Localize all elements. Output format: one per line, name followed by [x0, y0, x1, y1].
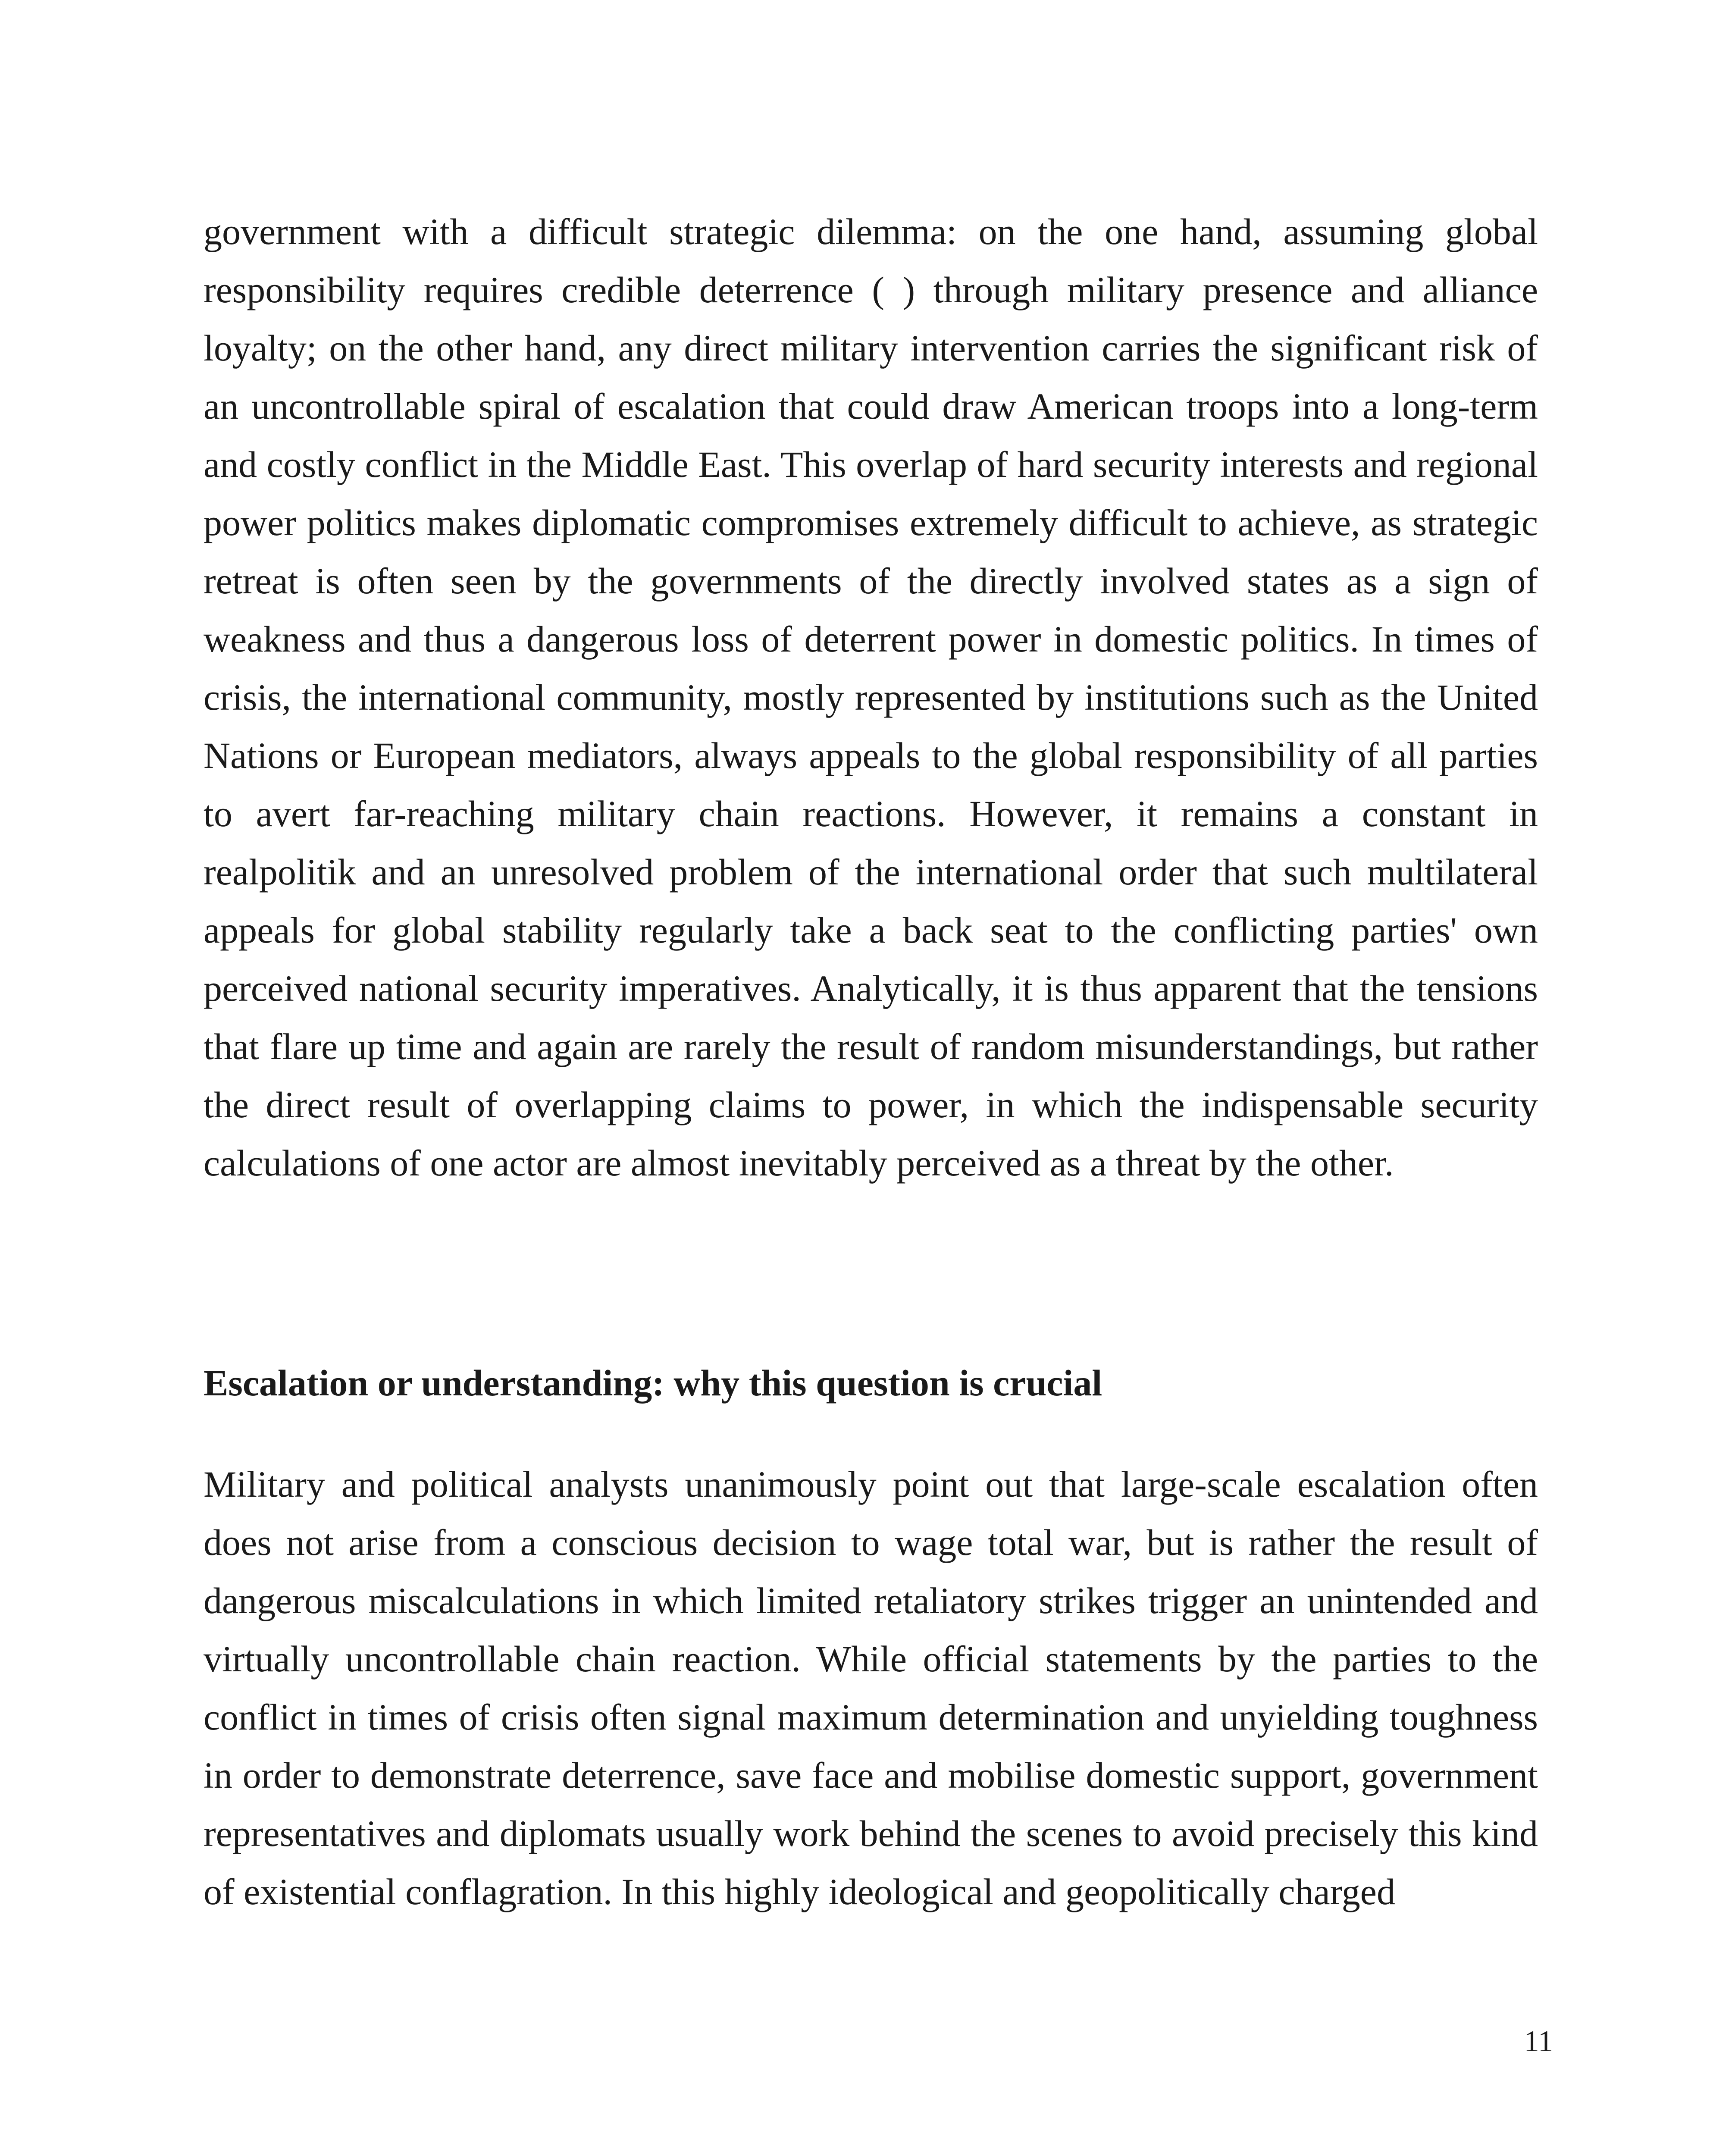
section-heading: Escalation or understanding: why this question is crucial: [204, 1362, 1102, 1404]
body-paragraph: Military and political analysts unanimously point out that large-scale escalation often does not arise from a conscious decision to wage total war, but is rather the result of dangerous miscalculations in which limited retaliatory strikes trigger an unintended and virtually uncontrollable chain reaction. While official statements by the parties to the conflict in times of crisis often signal maximum determination and unyielding toughness in order to demonstrate deterrence, save face and mobilise domestic support, government representatives and diplomats usually work behind the scenes to avoid precisely this kind of existential conflagration. In this highly ideological and geopolitically charged: [204, 1463, 1538, 1912]
page-number: 11: [1524, 2025, 1553, 2058]
body-paragraph: government with a difficult strategic dilemma: on the one hand, assuming global responsibility requires credible deterrence ( ) through military presence and alliance loyalty; on the other hand, any direct military intervention carries the significant risk of an uncontrollable spiral of escalation that could draw American troops into a long-term and costly conflict in the Middle East. This overlap of hard security interests and regional power politics makes diplomatic compromises extremely difficult to achieve, as strategic retreat is often seen by the governments of the directly involved states as a sign of weakness and thus a dangerous loss of deterrent power in domestic politics. In times of crisis, the international community, mostly represented by institutions such as the United Nations or European mediators, always appeals to the global responsibility of all parties to avert far-reaching military chain reactions. However, it remains a constant in realpolitik and an unresolved problem of the international order that such multilateral appeals for global stability regularly take a back seat to the conflicting parties' own perceived national security imperatives. Analytically, it is thus apparent that the tensions that flare up time and again are rarely the result of random misunderstandings, but rather the direct result of overlapping claims to power, in which the indispensable security calculations of one actor are almost inevitably perceived as a threat by the other.: [204, 211, 1538, 1184]
